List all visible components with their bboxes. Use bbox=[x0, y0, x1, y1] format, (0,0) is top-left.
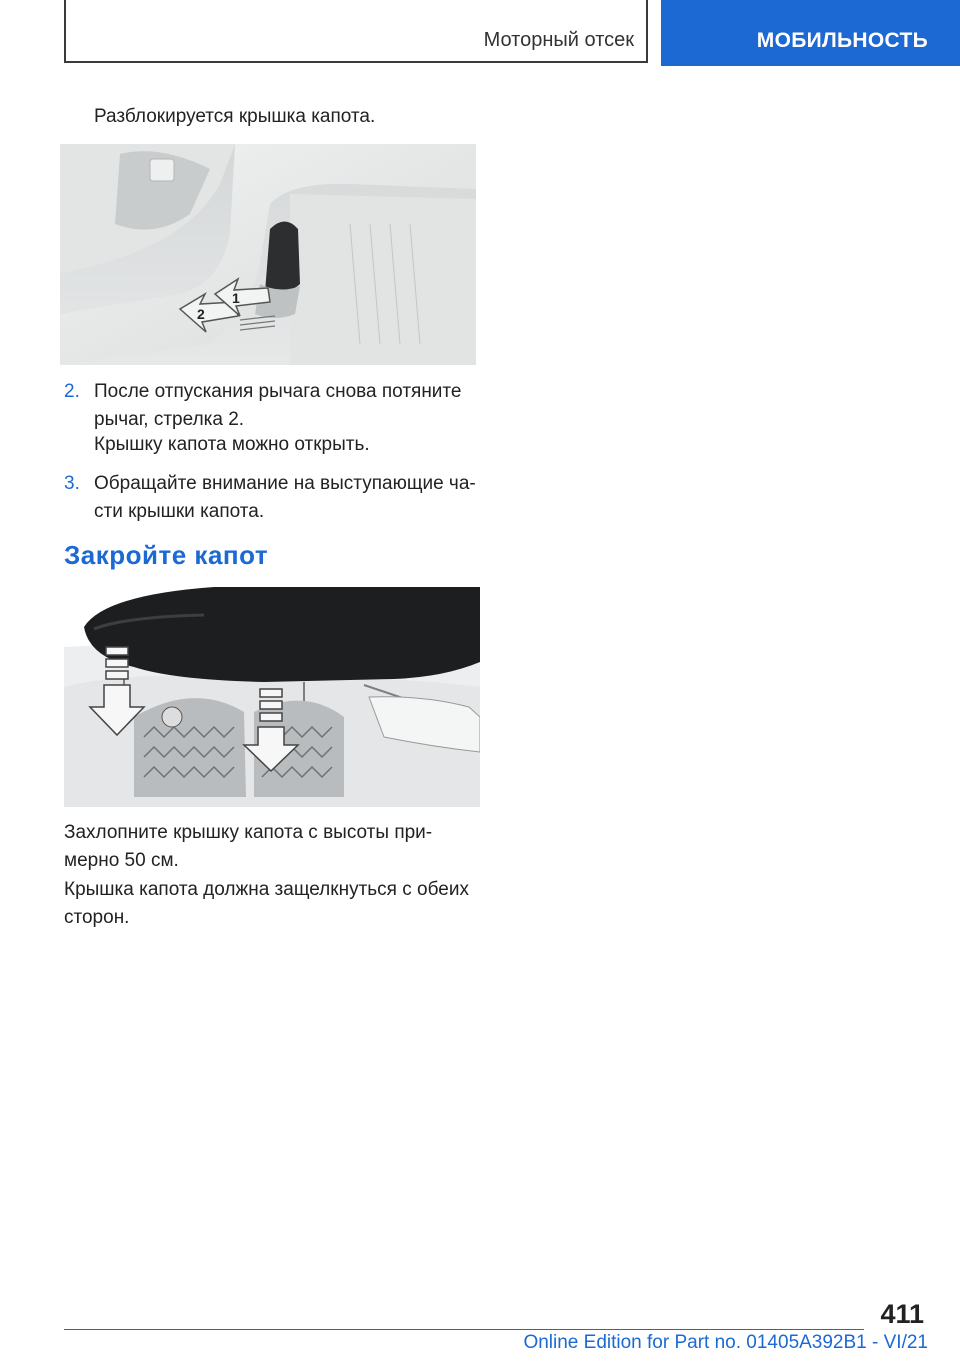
step-2-line-1: После отпускания рычага снова потяните bbox=[94, 381, 462, 402]
step-2-note: Крышку капота можно открыть. bbox=[94, 434, 370, 455]
hood-release-lever-illustration bbox=[60, 144, 476, 365]
step-2-line-2: рычаг, стрелка 2. bbox=[94, 409, 245, 430]
closing-para-1 bbox=[64, 819, 480, 875]
hood-figure-svg bbox=[64, 587, 480, 807]
arrow-label-1: 1 bbox=[232, 290, 240, 306]
step-3-line-1: Обращайте внимание на выступающие ча- bbox=[94, 473, 476, 494]
page-header bbox=[0, 0, 960, 66]
chapter-tab[interactable] bbox=[661, 0, 960, 66]
section-title: Моторный отсек bbox=[483, 29, 634, 51]
step-number-2: 2. bbox=[64, 381, 80, 402]
step-3-text bbox=[94, 470, 480, 526]
arrow-label-2: 2 bbox=[197, 306, 205, 322]
section-heading: Закройте капот bbox=[64, 540, 269, 570]
closing-para-1-line-1: Захлопните крышку капота с высоты при- bbox=[64, 822, 433, 843]
close-hood-illustration bbox=[64, 587, 480, 807]
chapter-title: МОБИЛЬНОСТЬ bbox=[756, 29, 928, 52]
closing-para-2 bbox=[64, 876, 480, 932]
closing-para-1-line-2: мерно 50 см. bbox=[64, 850, 179, 871]
step-number-3: 3. bbox=[64, 473, 80, 494]
page-number: 411 bbox=[880, 1299, 924, 1329]
step-2-text bbox=[94, 378, 480, 434]
edition-text[interactable]: Online Edition for Part no. 01405A392B1 - VI/21 bbox=[523, 1332, 928, 1353]
section-title-box bbox=[64, 0, 648, 63]
intro-text: Разблокируется крышка капота. bbox=[94, 106, 376, 127]
lever-figure-svg bbox=[60, 144, 476, 365]
footer-divider bbox=[64, 1329, 864, 1330]
closing-para-2-line-2: сторон. bbox=[64, 907, 130, 928]
step-3-line-2: сти крышки капота. bbox=[94, 501, 265, 522]
closing-para-2-line-1: Крышка капота должна защелкнуться с обеих bbox=[64, 879, 469, 900]
